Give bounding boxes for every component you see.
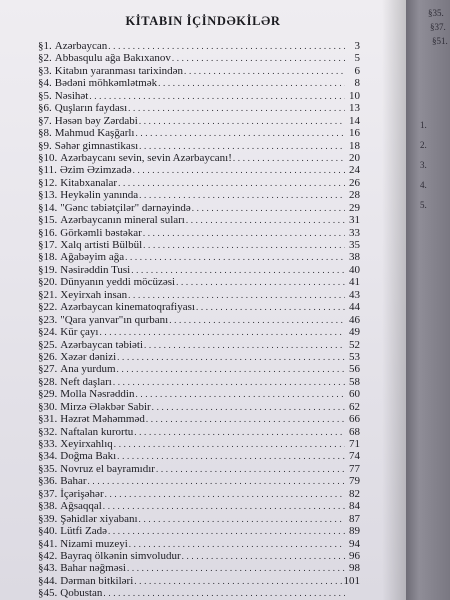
toc-dot-leader: [134, 575, 342, 587]
toc-entry-number: §26.: [38, 350, 58, 363]
toc-entry-page-number: 56: [349, 363, 360, 376]
toc-entry-page-number: 33: [349, 226, 360, 239]
toc-entry-page-number: 5: [354, 52, 360, 65]
toc-entry-page-number: 29: [349, 201, 360, 214]
toc-dot-leader: [139, 513, 345, 525]
toc-dot-leader: [103, 587, 345, 599]
toc-dot-leader: [182, 550, 345, 562]
toc-entry-number: §24.: [38, 326, 58, 339]
toc-dot-leader: [113, 376, 345, 388]
adjacent-page-edge: [406, 0, 450, 600]
toc-entry-title: Lütfi Zadə: [60, 525, 107, 538]
toc-entry-title: Kitabın yaranması tarixindən: [54, 64, 184, 77]
toc-entry-page-number: 49: [349, 326, 360, 339]
toc-entry-page-number: 18: [349, 139, 360, 152]
toc-entry: [38, 289, 360, 301]
toc-dot-leader: [125, 251, 345, 263]
toc-entry-title: Xeyirxahlıq: [60, 438, 113, 450]
toc-entry-number: §6.: [38, 102, 52, 115]
toc-entry: [38, 314, 360, 326]
toc-entry-number: §14.: [38, 201, 58, 214]
toc-entry-number: §31.: [38, 413, 58, 426]
adjacent-page-text-fragment: 5.: [420, 200, 427, 210]
toc-dot-leader: [233, 152, 345, 164]
toc-entry-number: §13.: [38, 189, 58, 202]
toc-entry: [38, 438, 360, 450]
toc-entry-number: §2.: [38, 52, 52, 65]
toc-entry: [38, 189, 360, 201]
toc-entry-number: §4.: [38, 77, 52, 90]
toc-entry: [38, 413, 360, 425]
toc-entry-number: §40.: [38, 525, 58, 538]
toc-dot-leader: [152, 401, 345, 413]
toc-dot-leader: [158, 77, 345, 89]
toc-dot-leader: [143, 239, 345, 251]
toc-entry-title: Bayraq ölkənin simvoludur: [60, 549, 181, 562]
toc-entry-number: §8.: [38, 127, 52, 140]
toc-dot-leader: [103, 500, 345, 512]
toc-entry-page-number: 3: [354, 40, 360, 52]
toc-dot-leader: [117, 450, 345, 462]
toc-entry-title: Əzim Əzimzadə: [59, 164, 132, 177]
toc-entry-page-number: 82: [349, 487, 360, 500]
toc-entry-title: Naftalan kurortu: [60, 425, 134, 438]
toc-entry-number: §5.: [38, 89, 52, 102]
adjacent-page-text-fragment: §35.: [428, 8, 444, 18]
toc-entry: [38, 575, 360, 587]
toc-entry-number: §25.: [38, 338, 58, 351]
toc-dot-leader: [192, 202, 345, 214]
toc-entry-page-number: 20: [349, 151, 360, 164]
toc-entry-number: §35.: [38, 462, 58, 475]
toc-entry: [38, 239, 360, 251]
toc-dot-leader: [99, 326, 345, 338]
toc-entry: [38, 426, 360, 438]
toc-entry-title: Mahmud Kaşğarlı: [54, 127, 135, 140]
toc-entry-page-number: 79: [349, 475, 360, 488]
toc-dot-leader: [131, 264, 345, 276]
toc-entry-number: §9.: [38, 139, 52, 152]
toc-entry: [38, 52, 360, 64]
toc-entry-title: Səhər gimnastikası: [54, 139, 139, 152]
table-of-contents: [38, 40, 360, 600]
toc-dot-leader: [88, 475, 345, 487]
toc-entry-number: §20.: [38, 276, 58, 289]
toc-entry-number: §28.: [38, 375, 58, 388]
toc-entry-page-number: 14: [349, 114, 360, 127]
toc-entry: [38, 301, 360, 313]
toc-entry: [38, 376, 360, 388]
toc-entry-number: §10.: [38, 151, 58, 164]
toc-dot-leader: [139, 140, 345, 152]
adjacent-page-text-fragment: §37.: [430, 22, 446, 32]
toc-entry: [38, 562, 360, 574]
toc-entry-number: §37.: [38, 487, 58, 500]
toc-entry-number: §15.: [38, 214, 58, 227]
toc-entry-title: Nəsirəddin Tusi: [60, 263, 131, 276]
toc-entry-number: §45.: [38, 587, 58, 600]
toc-dot-leader: [105, 488, 345, 500]
toc-entry-page-number: 38: [349, 251, 360, 264]
toc-entry-page-number: 31: [349, 214, 360, 227]
adjacent-page-text-fragment: 4.: [420, 180, 427, 190]
toc-entry-page-number: 24: [349, 164, 360, 177]
toc-entry-title: Azərbaycan: [54, 40, 108, 52]
toc-entry: [38, 40, 360, 52]
toc-entry-page-number: 98: [349, 562, 360, 575]
toc-entry-title: Görkəmli bəstəkar: [60, 226, 142, 239]
toc-dot-leader: [139, 115, 345, 127]
toc-entry-title: İçərişəhər: [60, 487, 104, 500]
toc-entry-number: §27.: [38, 363, 58, 376]
toc-entry-title: Ağsaqqal: [60, 500, 102, 513]
toc-entry-page-number: 68: [349, 425, 360, 438]
toc-entry-page-number: 13: [349, 102, 360, 115]
toc-entry-number: §43.: [38, 562, 58, 575]
toc-entry: [38, 214, 360, 226]
toc-entry-page-number: 77: [349, 462, 360, 475]
toc-entry-title: Xalq artisti Bülbül: [60, 239, 143, 251]
toc-entry: [38, 363, 360, 375]
toc-entry-page-number: 66: [349, 413, 360, 426]
toc-entry: [38, 127, 360, 139]
toc-entry-title: Azərbaycan kinematoqrafiyası: [60, 301, 195, 314]
toc-dot-leader: [146, 413, 345, 425]
toc-dot-leader: [186, 214, 345, 226]
toc-entry-number: §18.: [38, 251, 58, 264]
toc-entry: [38, 90, 360, 102]
toc-entry-number: §33.: [38, 438, 58, 450]
toc-entry-number: §39.: [38, 512, 58, 525]
toc-entry-title: Dərman bitkiləri: [60, 574, 134, 587]
toc-entry-title: Nəsihət: [54, 89, 89, 102]
toc-entry-page-number: 46: [349, 313, 360, 326]
toc-entry-page-number: 44: [349, 301, 360, 314]
toc-entry-page-number: 71: [349, 438, 360, 450]
toc-entry-page-number: 53: [349, 350, 360, 363]
toc-entry-title: Ana yurdum: [60, 363, 116, 376]
toc-entry: [38, 177, 360, 189]
toc-entry-number: §38.: [38, 500, 58, 513]
toc-entry-title: Ağabəyim ağa: [60, 251, 125, 264]
toc-entry-title: Neft daşları: [60, 375, 112, 388]
toc-entry-page-number: 60: [349, 388, 360, 401]
toc-dot-leader: [108, 525, 345, 537]
toc-entry: [38, 65, 360, 77]
toc-entry-number: §36.: [38, 475, 58, 488]
toc-dot-leader: [139, 189, 345, 201]
toc-entry: [38, 251, 360, 263]
toc-entry-title: Xeyirxah insan: [60, 288, 128, 301]
toc-entry-number: §22.: [38, 301, 58, 314]
toc-entry-page-number: 6: [354, 64, 360, 77]
adjacent-page-text-fragment: 1.: [420, 120, 427, 130]
toc-entry: [38, 351, 360, 363]
toc-dot-leader: [108, 40, 345, 52]
toc-entry-page-number: 16: [349, 127, 360, 140]
toc-entry-title: Bahar: [60, 475, 87, 488]
toc-dot-leader: [114, 438, 345, 450]
toc-entry: [38, 513, 360, 525]
toc-entry: [38, 115, 360, 127]
toc-entry-number: §34.: [38, 450, 58, 463]
toc-dot-leader: [128, 102, 345, 114]
toc-dot-leader: [156, 463, 345, 475]
toc-dot-leader: [176, 276, 345, 288]
toc-entry-page-number: 74: [349, 450, 360, 463]
toc-entry-number: §19.: [38, 263, 58, 276]
toc-entry-number: §29.: [38, 388, 58, 401]
toc-entry-title: Şəhidlər xiyabanı: [60, 512, 138, 525]
toc-entry-title: Quşların faydası: [54, 102, 128, 115]
toc-entry-page-number: 62: [349, 400, 360, 413]
toc-entry: [38, 77, 360, 89]
toc-entry-title: Kitabxanalar: [60, 176, 118, 189]
toc-dot-leader: [143, 227, 345, 239]
toc-entry: [38, 164, 360, 176]
toc-entry-page-number: 41: [349, 276, 360, 289]
toc-dot-leader: [169, 314, 345, 326]
toc-entry-page-number: 10: [349, 89, 360, 102]
toc-dot-leader: [135, 388, 345, 400]
toc-entry-page-number: 96: [349, 549, 360, 562]
toc-entry-title: Həzrət Məhəmməd: [60, 413, 145, 426]
toc-entry: [38, 401, 360, 413]
toc-dot-leader: [134, 426, 345, 438]
toc-entry: [38, 538, 360, 550]
toc-dot-leader: [133, 164, 345, 176]
toc-entry-title: Azərbaycanı sevin, sevin Azərbaycanı!: [60, 151, 232, 164]
toc-entry-number: §41.: [38, 537, 58, 550]
toc-entry-title: "Gənc təbiətçilər" dərnəyində: [60, 201, 191, 214]
toc-entry: [38, 475, 360, 487]
toc-entry-title: Heykəlin yanında: [60, 189, 139, 202]
toc-entry: [38, 388, 360, 400]
toc-dot-leader: [128, 289, 345, 301]
toc-dot-leader: [135, 127, 345, 139]
toc-entry-page-number: 35: [349, 239, 360, 251]
toc-entry-title: "Qara yanvar"ın qurbanı: [60, 313, 169, 326]
toc-dot-leader: [184, 65, 345, 77]
toc-entry: [38, 525, 360, 537]
toc-entry-page-number: 40: [349, 263, 360, 276]
toc-entry-page-number: 89: [349, 525, 360, 538]
toc-entry-title: Həsən bəy Zərdabi: [54, 114, 138, 127]
toc-entry-number: §16.: [38, 226, 58, 239]
toc-entry-page-number: 8: [354, 77, 360, 90]
toc-entry: [38, 152, 360, 164]
toc-dot-leader: [172, 52, 345, 64]
toc-dot-leader: [117, 351, 345, 363]
toc-entry: [38, 227, 360, 239]
toc-entry: [38, 587, 360, 599]
toc-entry: [38, 550, 360, 562]
toc-entry-number: §32.: [38, 425, 58, 438]
toc-entry-number: §44.: [38, 574, 58, 587]
toc-entry-page-number: 87: [349, 512, 360, 525]
toc-entry-title: Xəzər dənizi: [60, 350, 117, 363]
adjacent-page-text-fragment: §51.: [432, 36, 448, 46]
toc-entry: [38, 488, 360, 500]
toc-dot-leader: [129, 538, 345, 550]
toc-entry-page-number: 58: [349, 375, 360, 388]
toc-entry-number: §3.: [38, 64, 52, 77]
toc-entry-page-number: 26: [349, 176, 360, 189]
toc-dot-leader: [196, 301, 345, 313]
toc-entry-number: §23.: [38, 313, 58, 326]
toc-entry-number: §21.: [38, 288, 58, 301]
toc-entry-number: §1.: [38, 40, 52, 52]
toc-entry-page-number: 84: [349, 500, 360, 513]
toc-entry-title: Nizami muzeyi: [60, 537, 128, 550]
toc-entry-title: Novruz el bayramıdır: [60, 462, 155, 475]
toc-entry-number: §42.: [38, 549, 58, 562]
toc-entry: [38, 202, 360, 214]
toc-entry-title: Qobustan: [60, 587, 103, 600]
toc-entry-number: §11.: [38, 164, 57, 177]
toc-entry-title: Doğma Bakı: [60, 450, 117, 463]
toc-entry: [38, 264, 360, 276]
toc-entry-number: §30.: [38, 400, 58, 413]
toc-entry-number: §7.: [38, 114, 52, 127]
toc-dot-leader: [89, 90, 345, 102]
toc-entry: [38, 140, 360, 152]
toc-entry-title: Dünyanın yeddi möcüzəsi: [60, 276, 176, 289]
toc-entry-page-number: 94: [349, 537, 360, 550]
toc-entry-title: Kür çayı: [60, 326, 99, 339]
toc-entry: [38, 326, 360, 338]
toc-entry-page-number: 52: [349, 338, 360, 351]
toc-title: KİTABIN İÇİNDƏKİLƏR: [125, 14, 281, 28]
toc-entry: [38, 450, 360, 462]
toc-entry-title: Azərbaycanın mineral suları: [60, 214, 185, 227]
adjacent-page-text-fragment: 3.: [420, 160, 427, 170]
toc-dot-leader: [117, 363, 345, 375]
toc-entry-title: Mirzə Ələkbər Sabir: [60, 400, 151, 413]
toc-entry: [38, 339, 360, 351]
toc-entry-number: §17.: [38, 239, 58, 251]
toc-entry-number: §12.: [38, 176, 58, 189]
toc-dot-leader: [118, 177, 345, 189]
toc-entry-title: Abbasqulu ağa Bakıxanov: [54, 52, 171, 65]
toc-dot-leader: [127, 562, 345, 574]
toc-entry-page-number: 101: [343, 574, 360, 587]
toc-entry: [38, 500, 360, 512]
page-gutter-shadow: [382, 0, 406, 600]
toc-entry: [38, 276, 360, 288]
toc-entry-title: Bədəni möhkəmlətmək: [54, 77, 158, 90]
toc-entry-page-number: 43: [349, 288, 360, 301]
toc-dot-leader: [144, 339, 345, 351]
toc-entry: [38, 102, 360, 114]
toc-entry-title: Bahar nəğməsi: [60, 562, 126, 575]
toc-entry-page-number: 28: [349, 189, 360, 202]
toc-entry-title: Molla Nəsrəddin: [60, 388, 135, 401]
adjacent-page-text-fragment: 2.: [420, 140, 427, 150]
toc-entry: [38, 463, 360, 475]
toc-entry-title: Azərbaycan təbiəti: [60, 338, 144, 351]
